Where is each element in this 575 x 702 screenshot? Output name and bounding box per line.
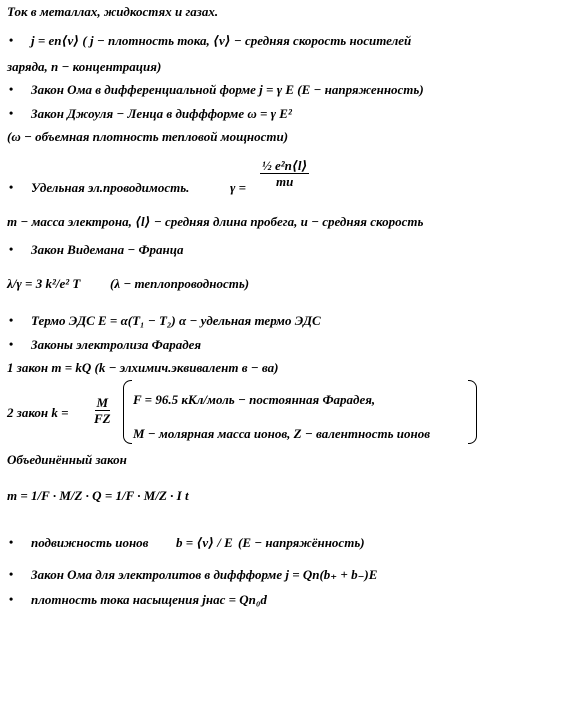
faraday-first-law: 1 закон m = kQ (k − элхимич.эквивалент в − ва)	[7, 360, 279, 375]
wiedemann-franz-title: Закон Видемана − Франца	[31, 242, 184, 257]
left-paren	[123, 380, 132, 444]
bullet-mark: •	[9, 337, 14, 351]
faraday-constant: F = 96.5 кКл/моль − постоянная Фарадея,	[133, 392, 376, 407]
faraday-numerator: M	[96, 395, 109, 410]
wiedemann-franz-formula: λ/γ = 3 k²/e² T	[7, 276, 81, 291]
right-paren	[468, 380, 477, 444]
wiedemann-franz-note: (λ − теплопроводность)	[110, 276, 250, 291]
bullet-mark: •	[9, 535, 14, 549]
current-density-continued: заряда, n − концентрация)	[7, 59, 162, 74]
bullet-mark: •	[9, 242, 14, 256]
ion-mobility-label: подвижность ионов	[31, 535, 149, 550]
joule-lenz-law: Закон Джоуля − Ленца в диффформе ω = γ E²	[31, 106, 292, 121]
ion-mobility-note: (E − напряжённость)	[238, 535, 365, 550]
ohm-law-differential: Закон Ома в дифференциальной форме j = γ E (E − напряженность)	[31, 82, 424, 97]
bullet-mark: •	[9, 592, 14, 606]
molar-mass-valence: M − молярная масса ионов, Z − валентность ионов	[133, 426, 431, 441]
conductivity-numerator: ½ e²n⟨l⟩	[262, 158, 308, 173]
thermo-emf: Термо ЭДС E = α(T₁ − T₂) α − удельная термо ЭДС	[31, 313, 321, 328]
joule-lenz-note: (ω − объемная плотность тепловой мощности)	[7, 129, 289, 144]
conductivity-definitions: m − масса электрона, ⟨l⟩ − средняя длина пробега, u − средняя скорость	[7, 214, 424, 229]
bullet-mark: •	[9, 313, 14, 327]
combined-law-title: Объединённый закон	[7, 452, 127, 467]
bullet-mark: •	[9, 82, 14, 96]
faraday-second-law-fraction	[90, 395, 115, 426]
conductivity-denominator: mu	[276, 174, 294, 189]
combined-law-formula: m = 1/F · M/Z · Q = 1/F · M/Z · I t	[7, 488, 189, 503]
conductivity-label: Удельная эл.проводимость.	[31, 180, 190, 195]
faraday-second-law-label: 2 закон k =	[7, 405, 69, 420]
bullet-mark: •	[9, 180, 14, 194]
heading-currents: Ток в металлах, жидкостях и газах.	[7, 4, 219, 19]
bullet-mark: •	[9, 106, 14, 120]
saturation-current-density: плотность тока насыщения jнас = Qn₀d	[31, 592, 267, 607]
faraday-laws-title: Законы электролиза Фарадея	[31, 337, 202, 352]
conductivity-gamma: γ =	[230, 180, 247, 195]
ion-mobility-formula: b = ⟨v⟩ / E	[176, 535, 233, 550]
bullet-mark: •	[9, 33, 14, 47]
bullet-mark: •	[9, 567, 14, 581]
faraday-denominator: FZ	[94, 411, 111, 426]
conductivity-fraction	[258, 158, 311, 189]
current-density-formula: j = en⟨v⟩ ( j − плотность тока, ⟨v⟩ − средняя скорость носителей	[31, 33, 412, 48]
ohm-law-electrolytes: Закон Ома для электролитов в диффформе j = Qn(b₊ + b₋)E	[31, 567, 378, 582]
